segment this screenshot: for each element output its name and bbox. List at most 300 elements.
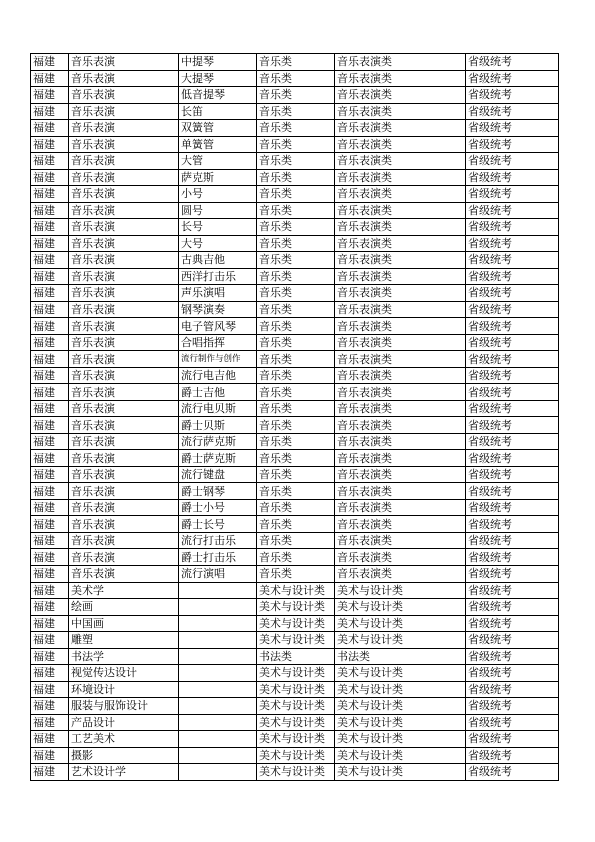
subcategory-cell: 音乐表演类 — [335, 318, 466, 335]
province-cell: 福建 — [31, 549, 69, 566]
major-cell: 音乐表演 — [69, 186, 179, 203]
major-cell: 美术学 — [69, 582, 179, 599]
province-cell: 福建 — [31, 334, 69, 351]
exam-type-cell: 省级统考 — [466, 417, 559, 434]
instrument-cell: 电子管风琴 — [179, 318, 257, 335]
exam-type-cell: 省级统考 — [466, 731, 559, 748]
category-cell: 美术与设计类 — [257, 681, 335, 698]
table-row — [31, 384, 559, 401]
table-row — [31, 103, 559, 120]
major-cell: 音乐表演 — [69, 466, 179, 483]
exam-type-cell: 省级统考 — [466, 466, 559, 483]
subcategory-cell: 音乐表演类 — [335, 565, 466, 582]
instrument-cell — [179, 747, 257, 764]
province-cell: 福建 — [31, 54, 69, 71]
table-row — [31, 219, 559, 236]
subcategory-cell: 音乐表演类 — [335, 499, 466, 516]
province-cell: 福建 — [31, 417, 69, 434]
province-cell: 福建 — [31, 351, 69, 368]
province-cell: 福建 — [31, 499, 69, 516]
instrument-cell: 低音提琴 — [179, 87, 257, 104]
major-cell: 音乐表演 — [69, 54, 179, 71]
province-cell: 福建 — [31, 466, 69, 483]
exam-type-cell: 省级统考 — [466, 252, 559, 269]
province-cell: 福建 — [31, 532, 69, 549]
province-cell: 福建 — [31, 268, 69, 285]
instrument-cell: 大号 — [179, 235, 257, 252]
province-cell: 福建 — [31, 599, 69, 616]
major-cell: 音乐表演 — [69, 351, 179, 368]
major-cell: 音乐表演 — [69, 565, 179, 582]
subcategory-cell: 音乐表演类 — [335, 433, 466, 450]
category-cell: 音乐类 — [257, 301, 335, 318]
table-row — [31, 499, 559, 516]
table-row — [31, 186, 559, 203]
instrument-cell: 流行电贝斯 — [179, 400, 257, 417]
major-cell: 音乐表演 — [69, 136, 179, 153]
subcategory-cell: 美术与设计类 — [335, 599, 466, 616]
exam-type-cell: 省级统考 — [466, 565, 559, 582]
major-cell: 环境设计 — [69, 681, 179, 698]
instrument-cell — [179, 615, 257, 632]
category-cell: 音乐类 — [257, 417, 335, 434]
instrument-cell: 单簧管 — [179, 136, 257, 153]
instrument-cell: 大提琴 — [179, 70, 257, 87]
exam-type-cell: 省级统考 — [466, 681, 559, 698]
province-cell: 福建 — [31, 665, 69, 682]
table-row — [31, 599, 559, 616]
table-row — [31, 301, 559, 318]
subcategory-cell: 美术与设计类 — [335, 764, 466, 781]
subcategory-cell: 音乐表演类 — [335, 186, 466, 203]
instrument-cell: 爵士长号 — [179, 516, 257, 533]
table-row — [31, 565, 559, 582]
table-row — [31, 714, 559, 731]
exam-type-cell: 省级统考 — [466, 367, 559, 384]
subcategory-cell: 音乐表演类 — [335, 202, 466, 219]
province-cell: 福建 — [31, 731, 69, 748]
province-cell: 福建 — [31, 450, 69, 467]
table-row — [31, 516, 559, 533]
subcategory-cell: 音乐表演类 — [335, 252, 466, 269]
table-row — [31, 367, 559, 384]
exam-type-cell: 省级统考 — [466, 351, 559, 368]
province-cell: 福建 — [31, 615, 69, 632]
exam-type-cell: 省级统考 — [466, 120, 559, 137]
subcategory-cell: 美术与设计类 — [335, 698, 466, 715]
category-cell: 美术与设计类 — [257, 714, 335, 731]
exam-type-cell: 省级统考 — [466, 615, 559, 632]
province-cell: 福建 — [31, 681, 69, 698]
major-cell: 音乐表演 — [69, 532, 179, 549]
table-row — [31, 285, 559, 302]
instrument-cell: 流行萨克斯 — [179, 433, 257, 450]
exam-type-cell: 省级统考 — [466, 136, 559, 153]
exam-type-cell: 省级统考 — [466, 450, 559, 467]
category-cell: 音乐类 — [257, 235, 335, 252]
major-cell: 音乐表演 — [69, 549, 179, 566]
category-cell: 美术与设计类 — [257, 764, 335, 781]
subcategory-cell: 音乐表演类 — [335, 169, 466, 186]
table-row — [31, 681, 559, 698]
subcategory-cell: 音乐表演类 — [335, 153, 466, 170]
instrument-cell: 双簧管 — [179, 120, 257, 137]
exam-type-cell: 省级统考 — [466, 698, 559, 715]
subcategory-cell: 音乐表演类 — [335, 516, 466, 533]
exam-type-cell: 省级统考 — [466, 285, 559, 302]
exam-type-cell: 省级统考 — [466, 764, 559, 781]
table-row — [31, 87, 559, 104]
province-cell: 福建 — [31, 153, 69, 170]
major-cell: 音乐表演 — [69, 318, 179, 335]
category-cell: 音乐类 — [257, 103, 335, 120]
subcategory-cell: 美术与设计类 — [335, 747, 466, 764]
category-cell: 美术与设计类 — [257, 665, 335, 682]
table-body — [31, 54, 559, 781]
major-cell: 绘画 — [69, 599, 179, 616]
instrument-cell — [179, 731, 257, 748]
table-row — [31, 764, 559, 781]
exam-type-cell: 省级统考 — [466, 219, 559, 236]
exam-type-cell: 省级统考 — [466, 648, 559, 665]
table-row — [31, 252, 559, 269]
instrument-cell: 爵士贝斯 — [179, 417, 257, 434]
category-cell: 音乐类 — [257, 186, 335, 203]
major-cell: 音乐表演 — [69, 202, 179, 219]
instrument-cell: 钢琴演奏 — [179, 301, 257, 318]
table-row — [31, 70, 559, 87]
major-cell: 音乐表演 — [69, 252, 179, 269]
exam-type-cell: 省级统考 — [466, 400, 559, 417]
province-cell: 福建 — [31, 714, 69, 731]
category-cell: 音乐类 — [257, 499, 335, 516]
province-cell: 福建 — [31, 400, 69, 417]
subcategory-cell: 音乐表演类 — [335, 450, 466, 467]
province-cell: 福建 — [31, 120, 69, 137]
instrument-cell: 声乐演唱 — [179, 285, 257, 302]
exam-type-cell: 省级统考 — [466, 70, 559, 87]
major-cell: 视觉传达设计 — [69, 665, 179, 682]
category-cell: 音乐类 — [257, 252, 335, 269]
table-row — [31, 731, 559, 748]
instrument-cell: 爵士小号 — [179, 499, 257, 516]
province-cell: 福建 — [31, 433, 69, 450]
instrument-cell: 流行演唱 — [179, 565, 257, 582]
category-cell: 音乐类 — [257, 433, 335, 450]
category-cell: 书法类 — [257, 648, 335, 665]
major-cell: 音乐表演 — [69, 268, 179, 285]
province-cell: 福建 — [31, 301, 69, 318]
subcategory-cell: 音乐表演类 — [335, 219, 466, 236]
major-cell: 音乐表演 — [69, 153, 179, 170]
exam-type-cell: 省级统考 — [466, 235, 559, 252]
subcategory-cell: 音乐表演类 — [335, 549, 466, 566]
instrument-cell — [179, 648, 257, 665]
major-cell: 摄影 — [69, 747, 179, 764]
major-cell: 音乐表演 — [69, 103, 179, 120]
province-cell: 福建 — [31, 698, 69, 715]
subcategory-cell: 美术与设计类 — [335, 714, 466, 731]
major-cell: 音乐表演 — [69, 400, 179, 417]
category-cell: 音乐类 — [257, 516, 335, 533]
category-cell: 音乐类 — [257, 400, 335, 417]
instrument-cell — [179, 582, 257, 599]
table-row — [31, 268, 559, 285]
major-cell: 音乐表演 — [69, 483, 179, 500]
exam-type-cell: 省级统考 — [466, 384, 559, 401]
instrument-cell: 流行电吉他 — [179, 367, 257, 384]
exam-type-cell: 省级统考 — [466, 532, 559, 549]
subcategory-cell: 美术与设计类 — [335, 632, 466, 649]
instrument-cell: 长笛 — [179, 103, 257, 120]
subcategory-cell: 美术与设计类 — [335, 731, 466, 748]
province-cell: 福建 — [31, 186, 69, 203]
instrument-cell: 爵士打击乐 — [179, 549, 257, 566]
exam-type-cell: 省级统考 — [466, 632, 559, 649]
major-cell: 音乐表演 — [69, 367, 179, 384]
table-row — [31, 169, 559, 186]
exam-type-cell: 省级统考 — [466, 54, 559, 71]
category-cell: 美术与设计类 — [257, 599, 335, 616]
exam-type-cell: 省级统考 — [466, 499, 559, 516]
category-cell: 音乐类 — [257, 169, 335, 186]
table-row — [31, 417, 559, 434]
province-cell: 福建 — [31, 136, 69, 153]
instrument-cell — [179, 681, 257, 698]
subcategory-cell: 美术与设计类 — [335, 582, 466, 599]
subcategory-cell: 音乐表演类 — [335, 400, 466, 417]
major-cell: 音乐表演 — [69, 450, 179, 467]
table-row — [31, 648, 559, 665]
instrument-cell — [179, 764, 257, 781]
exam-type-cell: 省级统考 — [466, 747, 559, 764]
instrument-cell: 小号 — [179, 186, 257, 203]
category-cell: 音乐类 — [257, 285, 335, 302]
category-cell: 音乐类 — [257, 565, 335, 582]
table-row — [31, 202, 559, 219]
instrument-cell — [179, 599, 257, 616]
exam-type-cell: 省级统考 — [466, 87, 559, 104]
instrument-cell: 爵士吉他 — [179, 384, 257, 401]
category-cell: 音乐类 — [257, 268, 335, 285]
category-cell: 音乐类 — [257, 532, 335, 549]
exam-type-cell: 省级统考 — [466, 433, 559, 450]
category-cell: 音乐类 — [257, 70, 335, 87]
province-cell: 福建 — [31, 285, 69, 302]
instrument-cell: 大管 — [179, 153, 257, 170]
exam-type-cell: 省级统考 — [466, 665, 559, 682]
subcategory-cell: 音乐表演类 — [335, 103, 466, 120]
subcategory-cell: 美术与设计类 — [335, 681, 466, 698]
subcategory-cell: 音乐表演类 — [335, 120, 466, 137]
category-cell: 美术与设计类 — [257, 615, 335, 632]
table-row — [31, 153, 559, 170]
instrument-cell — [179, 632, 257, 649]
instrument-cell: 西洋打击乐 — [179, 268, 257, 285]
category-cell: 音乐类 — [257, 153, 335, 170]
province-cell: 福建 — [31, 235, 69, 252]
category-cell: 音乐类 — [257, 384, 335, 401]
major-cell: 音乐表演 — [69, 334, 179, 351]
province-cell: 福建 — [31, 582, 69, 599]
category-cell: 音乐类 — [257, 87, 335, 104]
data-table — [30, 53, 559, 781]
subcategory-cell: 音乐表演类 — [335, 532, 466, 549]
category-cell: 美术与设计类 — [257, 698, 335, 715]
major-cell: 艺术设计学 — [69, 764, 179, 781]
instrument-cell: 古典吉他 — [179, 252, 257, 269]
major-cell: 音乐表演 — [69, 516, 179, 533]
exam-type-cell: 省级统考 — [466, 516, 559, 533]
category-cell: 音乐类 — [257, 219, 335, 236]
province-cell: 福建 — [31, 318, 69, 335]
subcategory-cell: 音乐表演类 — [335, 268, 466, 285]
subcategory-cell: 美术与设计类 — [335, 665, 466, 682]
instrument-cell — [179, 714, 257, 731]
exam-type-cell: 省级统考 — [466, 301, 559, 318]
instrument-cell: 爵士萨克斯 — [179, 450, 257, 467]
major-cell: 音乐表演 — [69, 384, 179, 401]
subcategory-cell: 音乐表演类 — [335, 483, 466, 500]
category-cell: 美术与设计类 — [257, 747, 335, 764]
subcategory-cell: 书法类 — [335, 648, 466, 665]
province-cell: 福建 — [31, 384, 69, 401]
table-row — [31, 351, 559, 368]
table-row — [31, 450, 559, 467]
exam-type-cell: 省级统考 — [466, 318, 559, 335]
subcategory-cell: 音乐表演类 — [335, 417, 466, 434]
province-cell: 福建 — [31, 764, 69, 781]
table-row — [31, 136, 559, 153]
major-cell: 书法学 — [69, 648, 179, 665]
exam-type-cell: 省级统考 — [466, 334, 559, 351]
table-row — [31, 120, 559, 137]
instrument-cell: 流行打击乐 — [179, 532, 257, 549]
table-row — [31, 698, 559, 715]
category-cell: 音乐类 — [257, 367, 335, 384]
subcategory-cell: 音乐表演类 — [335, 285, 466, 302]
instrument-cell: 合唱指挥 — [179, 334, 257, 351]
province-cell: 福建 — [31, 632, 69, 649]
major-cell: 音乐表演 — [69, 433, 179, 450]
province-cell: 福建 — [31, 219, 69, 236]
category-cell: 音乐类 — [257, 466, 335, 483]
category-cell: 音乐类 — [257, 136, 335, 153]
subcategory-cell: 美术与设计类 — [335, 615, 466, 632]
instrument-cell: 长号 — [179, 219, 257, 236]
category-cell: 音乐类 — [257, 318, 335, 335]
exam-type-cell: 省级统考 — [466, 582, 559, 599]
province-cell: 福建 — [31, 70, 69, 87]
exam-type-cell: 省级统考 — [466, 549, 559, 566]
category-cell: 美术与设计类 — [257, 731, 335, 748]
subcategory-cell: 音乐表演类 — [335, 136, 466, 153]
exam-type-cell: 省级统考 — [466, 103, 559, 120]
subcategory-cell: 音乐表演类 — [335, 367, 466, 384]
major-cell: 音乐表演 — [69, 70, 179, 87]
province-cell: 福建 — [31, 565, 69, 582]
subcategory-cell: 音乐表演类 — [335, 466, 466, 483]
table-row — [31, 632, 559, 649]
exam-type-cell: 省级统考 — [466, 186, 559, 203]
instrument-cell: 爵士钢琴 — [179, 483, 257, 500]
subcategory-cell: 音乐表演类 — [335, 334, 466, 351]
subcategory-cell: 音乐表演类 — [335, 384, 466, 401]
subcategory-cell: 音乐表演类 — [335, 351, 466, 368]
table-row — [31, 400, 559, 417]
major-cell: 音乐表演 — [69, 235, 179, 252]
table-row — [31, 334, 559, 351]
province-cell: 福建 — [31, 516, 69, 533]
category-cell: 音乐类 — [257, 334, 335, 351]
subcategory-cell: 音乐表演类 — [335, 54, 466, 71]
table-row — [31, 532, 559, 549]
exam-type-cell: 省级统考 — [466, 714, 559, 731]
province-cell: 福建 — [31, 367, 69, 384]
category-cell: 美术与设计类 — [257, 632, 335, 649]
major-cell: 音乐表演 — [69, 285, 179, 302]
table-row — [31, 483, 559, 500]
major-cell: 服装与服饰设计 — [69, 698, 179, 715]
table-row — [31, 235, 559, 252]
category-cell: 音乐类 — [257, 120, 335, 137]
major-cell: 产品设计 — [69, 714, 179, 731]
subcategory-cell: 音乐表演类 — [335, 87, 466, 104]
subcategory-cell: 音乐表演类 — [335, 301, 466, 318]
major-cell: 音乐表演 — [69, 87, 179, 104]
instrument-cell — [179, 698, 257, 715]
major-cell: 工艺美术 — [69, 731, 179, 748]
category-cell: 音乐类 — [257, 54, 335, 71]
table-row — [31, 582, 559, 599]
major-cell: 中国画 — [69, 615, 179, 632]
instrument-cell — [179, 665, 257, 682]
category-cell: 音乐类 — [257, 483, 335, 500]
province-cell: 福建 — [31, 103, 69, 120]
instrument-cell: 圆号 — [179, 202, 257, 219]
province-cell: 福建 — [31, 169, 69, 186]
exam-type-cell: 省级统考 — [466, 153, 559, 170]
instrument-cell: 流行键盘 — [179, 466, 257, 483]
major-cell: 音乐表演 — [69, 169, 179, 186]
province-cell: 福建 — [31, 648, 69, 665]
province-cell: 福建 — [31, 483, 69, 500]
subcategory-cell: 音乐表演类 — [335, 235, 466, 252]
major-cell: 雕塑 — [69, 632, 179, 649]
major-cell: 音乐表演 — [69, 417, 179, 434]
exam-type-cell: 省级统考 — [466, 169, 559, 186]
province-cell: 福建 — [31, 747, 69, 764]
major-cell: 音乐表演 — [69, 120, 179, 137]
exam-type-cell: 省级统考 — [466, 268, 559, 285]
instrument-cell: 萨克斯 — [179, 169, 257, 186]
instrument-cell: 中提琴 — [179, 54, 257, 71]
table-row — [31, 433, 559, 450]
exam-type-cell: 省级统考 — [466, 483, 559, 500]
table-row — [31, 54, 559, 71]
province-cell: 福建 — [31, 87, 69, 104]
major-cell: 音乐表演 — [69, 219, 179, 236]
category-cell: 音乐类 — [257, 202, 335, 219]
major-cell: 音乐表演 — [69, 499, 179, 516]
subcategory-cell: 音乐表演类 — [335, 70, 466, 87]
table-row — [31, 615, 559, 632]
instrument-cell: 流行制作与创作 — [179, 351, 257, 368]
table-row — [31, 747, 559, 764]
category-cell: 音乐类 — [257, 549, 335, 566]
table-row — [31, 466, 559, 483]
category-cell: 音乐类 — [257, 450, 335, 467]
